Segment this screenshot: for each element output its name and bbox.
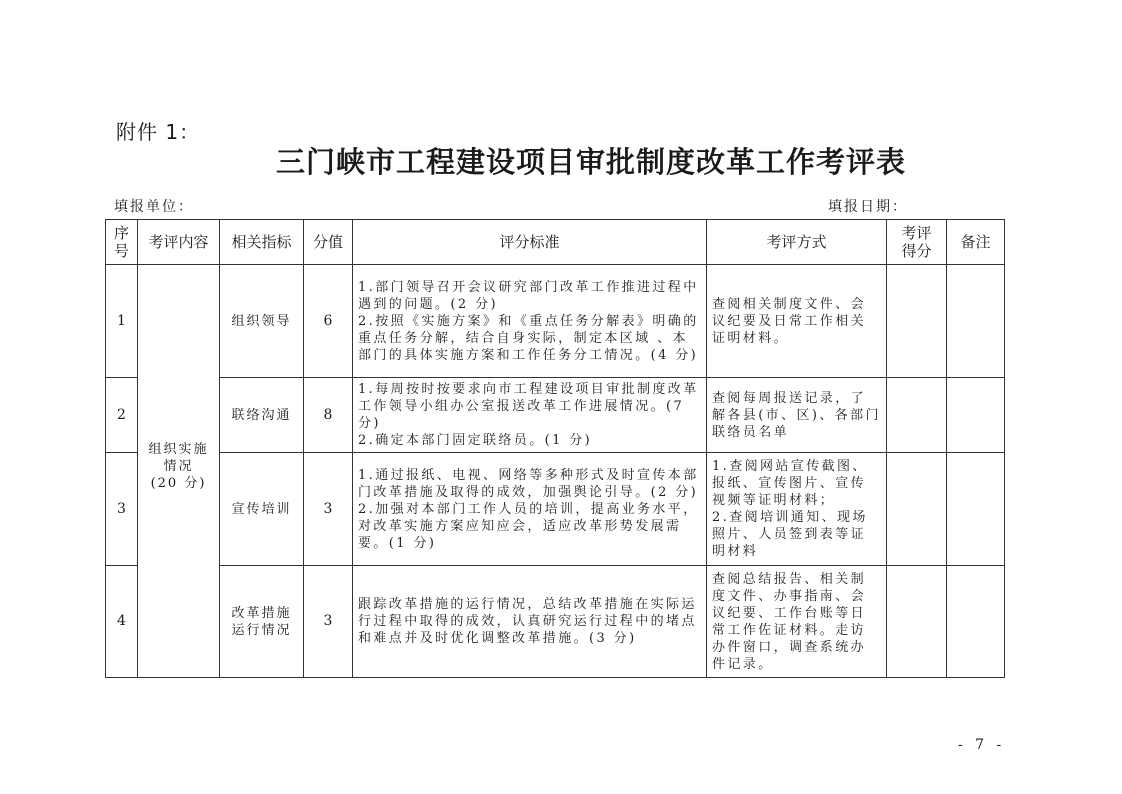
row-method: 1.查阅网站宣传截图、报纸、宣传图片、宣传视频等证明材料； 2.查阅培训通知、现场照片、人员签到表等证明材料	[707, 453, 887, 566]
row-score: 3	[304, 566, 353, 678]
table-row	[106, 378, 1005, 453]
row-criteria: 1.每周按时按要求向市工程建设项目审批制度改革工作领导小组办公室报送改革工作进展情况。(7 分) 2.确定本部门固定联络员。(1 分)	[353, 378, 707, 453]
row-seq: 3	[106, 453, 138, 566]
row-criteria: 1.部门领导召开会议研究部门改革工作推进过程中遇到的问题。(2 分) 2.按照《实施方案》和《重点任务分解表》明确的重点任务分解，结合自身实际，制定本区域 、本部门的具体实施方案和工作任务分工情况。(4 分)	[353, 265, 707, 378]
row-eval-score[interactable]	[887, 566, 947, 678]
header-content: 考评内容	[138, 220, 220, 265]
page-number: - 7 -	[958, 737, 1006, 753]
row-method: 查阅相关制度文件、会议纪要及日常工作相关证明材料。	[707, 265, 887, 378]
header-indicator: 相关指标	[220, 220, 304, 265]
row-remark[interactable]	[947, 378, 1005, 453]
fill-unit-label: 填报单位：	[114, 199, 194, 215]
table-row	[106, 453, 1005, 566]
header-eval-score: 考评得分	[887, 220, 947, 265]
category-points: (20 分)	[150, 475, 207, 491]
evaluation-table	[105, 219, 1005, 678]
row-eval-score[interactable]	[887, 378, 947, 453]
row-score: 8	[304, 378, 353, 453]
row-eval-score[interactable]	[887, 265, 947, 378]
header-score: 分值	[304, 220, 353, 265]
row-seq: 1	[106, 265, 138, 378]
row-indicator: 宣传培训	[220, 453, 304, 566]
table-row	[106, 265, 1005, 378]
row-criteria: 1.通过报纸、电视、网络等多种形式及时宣传本部门改革措施及取得的成效，加强舆论引导。(2 分) 2.加强对本部门工作人员的培训，提高业务水平，对改革实施方案应知应会，适应改革形势发展需要。(1 分)	[353, 453, 707, 566]
row-criteria: 跟踪改革措施的运行情况，总结改革措施在实际运行过程中取得的成效，认真研究运行过程中的堵点和难点并及时优化调整改革措施。(3 分)	[353, 566, 707, 678]
row-indicator: 联络沟通	[220, 378, 304, 453]
category-name: 组织实施情况	[148, 441, 209, 474]
row-remark[interactable]	[947, 453, 1005, 566]
table-header-row	[106, 220, 1005, 265]
header-remark: 备注	[947, 220, 1005, 265]
row-score: 3	[304, 453, 353, 566]
row-indicator: 改革措施运行情况	[220, 566, 304, 678]
row-remark[interactable]	[947, 265, 1005, 378]
row-score: 6	[304, 265, 353, 378]
header-criteria: 评分标准	[353, 220, 707, 265]
row-seq: 2	[106, 378, 138, 453]
row-seq: 4	[106, 566, 138, 678]
header-seq: 序号	[106, 220, 138, 265]
fill-date-label: 填报日期：	[828, 199, 908, 215]
attachment-label: 附件 1：	[116, 120, 201, 144]
category-cell	[138, 265, 220, 678]
row-eval-score[interactable]	[887, 453, 947, 566]
row-indicator: 组织领导	[220, 265, 304, 378]
row-method: 查阅总结报告、相关制度文件、办事指南、会议纪要、工作台账等日常工作佐证材料。走访办件窗口，调查系统办件记录。	[707, 566, 887, 678]
row-method: 查阅每周报送记录，了解各县(市、区)、各部门联络员名单	[707, 378, 887, 453]
header-method: 考评方式	[707, 220, 887, 265]
row-remark[interactable]	[947, 566, 1005, 678]
document-title: 三门峡市工程建设项目审批制度改革工作考评表	[275, 145, 906, 179]
table-row	[106, 566, 1005, 678]
